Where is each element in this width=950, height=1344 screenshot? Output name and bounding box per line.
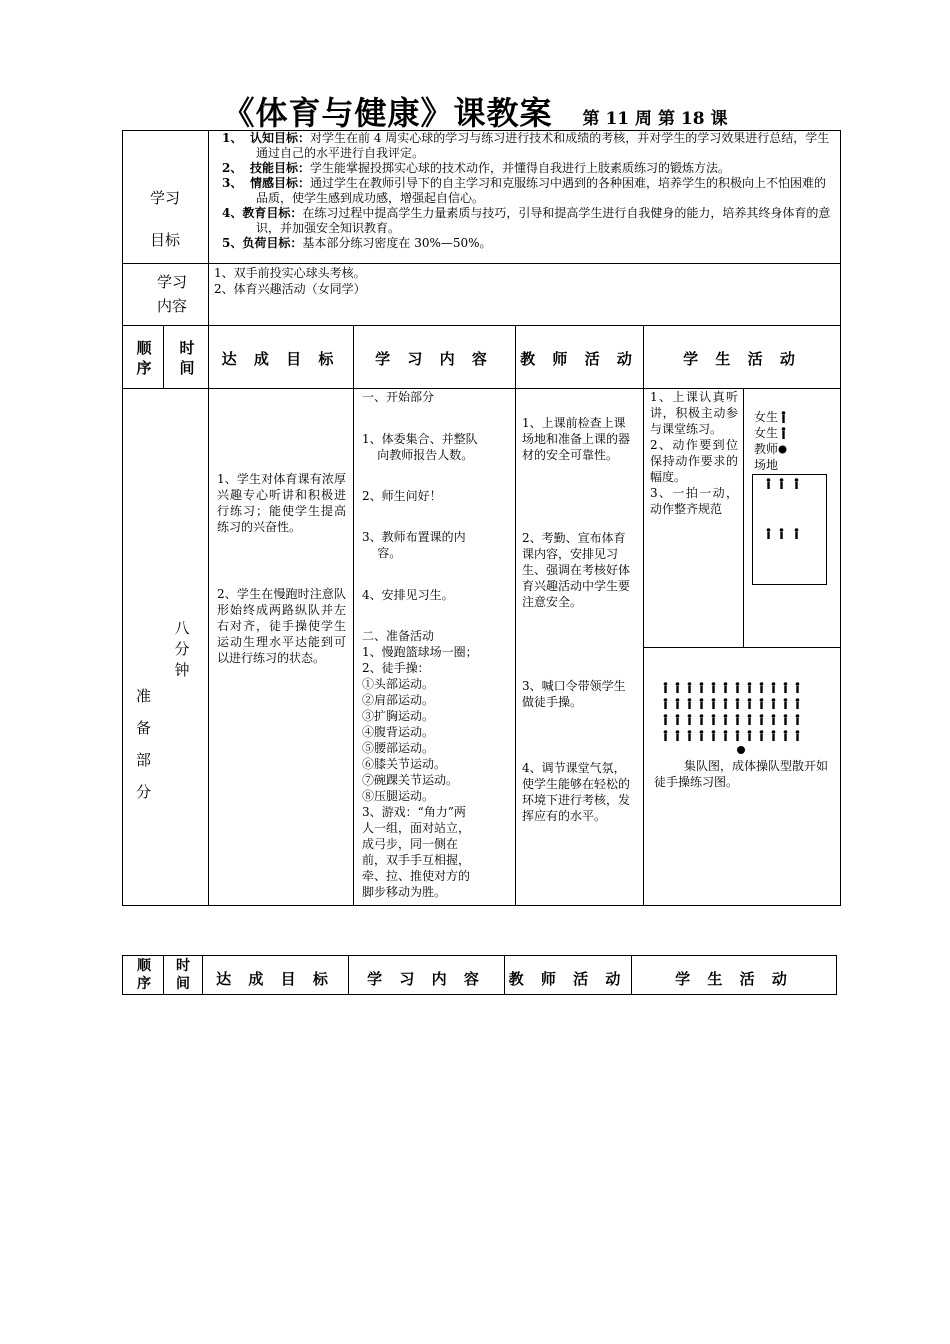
female-figure-icon	[781, 427, 786, 439]
col-order: 顺 序	[136, 339, 152, 377]
prep-study-2: 1、体委集合、并整队 向教师报告人数。	[362, 432, 478, 462]
student-figure	[712, 682, 716, 693]
student-figure	[712, 730, 716, 741]
student-figure	[712, 698, 716, 709]
prep-study-1: 一、开始部分	[362, 390, 435, 404]
teacher-activity-3: 3、喊口令带领学生做徒手操。	[522, 679, 626, 709]
student-activity: 1、上课认真听讲，积极主动参与课堂练习。 2、动作要到位保持动作要求的幅度。 3、一拍一动，动作整齐规范	[650, 390, 738, 516]
student-figure	[664, 682, 668, 693]
student-figure	[676, 682, 680, 693]
student-figure	[724, 714, 728, 725]
legend-female-2: 女生	[754, 426, 779, 440]
prep-goal-1: 1、学生对体育课有浓厚兴趣专心听讲和积极进行练习；能使学生提高练习的兴奋性。	[217, 472, 346, 534]
col2-goal: 达 成 目 标	[216, 970, 334, 988]
student-figure	[700, 714, 704, 725]
student-figure	[784, 730, 788, 741]
student-figure	[784, 714, 788, 725]
student-figure	[760, 682, 764, 693]
col2-study: 学 习 内 容	[367, 970, 485, 988]
teacher-dot-icon	[778, 445, 787, 454]
student-figure	[700, 682, 704, 693]
goal-item: 1、 认知目标：对学生在前 4 周实心球的学习与练习进行技术和成绩的考核，并对学生的学习效果进行总结，学生通过自己的水平进行自我评定。	[222, 131, 830, 160]
student-figure	[724, 682, 728, 693]
goal-item: 4、教育目标：在练习过程中提高学生力量素质与技巧，引导和提高学生进行自我健身的能力，培养其终身体育的意识，并加强安全知识教育。	[222, 206, 831, 235]
student-figure	[784, 682, 788, 693]
student-figure	[724, 698, 728, 709]
student-figure	[760, 730, 764, 741]
prep-goal-2: 2、学生在慢跑时注意队形始终成两路纵队并左右对齐，徒手操使学生运动生理水平达能到可以进行练习的状态。	[217, 587, 346, 665]
student-figure	[784, 698, 788, 709]
prep-study-4: 3、教师布置课的内 容。	[362, 530, 466, 560]
col-study: 学 习 内 容	[375, 350, 493, 368]
lesson-plan-title	[0, 88, 950, 134]
student-figure	[700, 730, 704, 741]
student-figure	[664, 730, 668, 741]
student-figure	[664, 714, 668, 725]
content-list: 1、双手前投实心球头考核。 2、体育兴趣活动（女同学）	[214, 266, 366, 296]
prep-study-3: 2、师生问好！	[362, 489, 442, 503]
student-figure	[796, 698, 800, 709]
goals-label: 学习 目标	[149, 189, 180, 249]
legend-field: 场地	[754, 458, 779, 472]
col2-order: 顺 序	[137, 958, 151, 992]
main-title: 《体育与健康》课教案	[222, 94, 553, 132]
student-figure	[712, 714, 716, 725]
student-figure	[796, 682, 800, 693]
col2-time: 时 间	[176, 958, 190, 992]
student-figure	[724, 730, 728, 741]
prep-study-5: 4、安排见习生。	[362, 588, 454, 602]
teacher-activity-4: 4、调节课堂气氛，使学生能够在轻松的环境下进行考核，发挥应有的水平。	[522, 761, 631, 823]
legend	[754, 409, 838, 473]
field-diagram	[752, 474, 828, 586]
student-figure	[796, 730, 800, 741]
student-figure	[688, 698, 692, 709]
teacher-activity-2: 2、考勤、宣布体育课内容，安排见习生、强调在考核好体育兴趣活动中学生要注意安全。	[522, 531, 631, 609]
student-figure	[760, 714, 764, 725]
student-figure	[772, 730, 776, 741]
student-figure	[676, 714, 680, 725]
student-figure	[772, 714, 776, 725]
col2-teacher: 教 师 活 动	[508, 970, 627, 988]
week-lesson: 第 11 周 第 18 课	[582, 109, 728, 129]
student-figure	[772, 698, 776, 709]
student-figure	[748, 682, 752, 693]
student-figure	[736, 714, 740, 725]
col-time: 时 间	[179, 339, 195, 377]
col2-student: 学 生 活 动	[675, 970, 793, 988]
student-figure	[688, 714, 692, 725]
legend-female-1: 女生	[754, 410, 779, 424]
student-figure	[688, 682, 692, 693]
goal-item: 3、 情感目标：通过学生在教师引导下的自主学习和克服练习中遇到的各种困难，培养学生的积极向上不怕困难的品质，使学生感到成功感，增强起自信心。	[222, 176, 827, 205]
student-figure	[736, 698, 740, 709]
student-figure	[700, 698, 704, 709]
student-figure	[736, 682, 740, 693]
col-student: 学 生 活 动	[683, 350, 801, 368]
content-label: 学习 内容	[156, 273, 187, 315]
formation-diagram	[660, 680, 810, 760]
prep-study-6: 二、准备活动 1、慢跑篮球场一圈； 2、徒手操： ①头部运动。 ②肩部运动。 ③扩胸运动。 ④腹背运动。 ⑤腰部运动。 ⑥膝关节运动。 ⑦碗踝关节运动。 ⑧压腿运动。 3、游戏：“角力”两 人一组，面对站立， 成弓步，同一侧在 前，双手手互相握， 牵、拉、推使对方的 脚步移动为胜。	[362, 629, 478, 899]
student-figure	[796, 714, 800, 725]
student-figure	[664, 698, 668, 709]
student-figure	[676, 698, 680, 709]
student-figure	[748, 730, 752, 741]
student-figure	[688, 730, 692, 741]
formation-caption: 集队图，成体操队型散开如徒手操练习图。	[654, 759, 829, 789]
goal-item: 2、 技能目标：学生能掌握投掷实心球的技术动作，并懂得自我进行上肢素质练习的锻炼方法。	[222, 161, 731, 175]
col-goal: 达 成 目 标	[221, 350, 340, 368]
student-figure	[748, 714, 752, 725]
goal-item: 5、负荷目标：基本部分练习密度在 30%—50%。	[222, 236, 492, 250]
goals-list	[222, 131, 834, 251]
prep-part-label: 准 备 部 分	[135, 687, 151, 801]
prep-time-label: 八 分 钟	[174, 619, 190, 679]
col-teacher: 教 师 活 动	[520, 350, 638, 368]
teacher-activity-1: 1、上课前检查上课场地和准备上课的器材的安全可靠性。	[522, 416, 631, 462]
student-figure	[736, 730, 740, 741]
student-figure	[676, 730, 680, 741]
female-figure-icon	[781, 411, 786, 423]
student-figure	[748, 698, 752, 709]
legend-teacher: 教师	[754, 442, 779, 456]
student-figure	[772, 682, 776, 693]
student-figure	[760, 698, 764, 709]
